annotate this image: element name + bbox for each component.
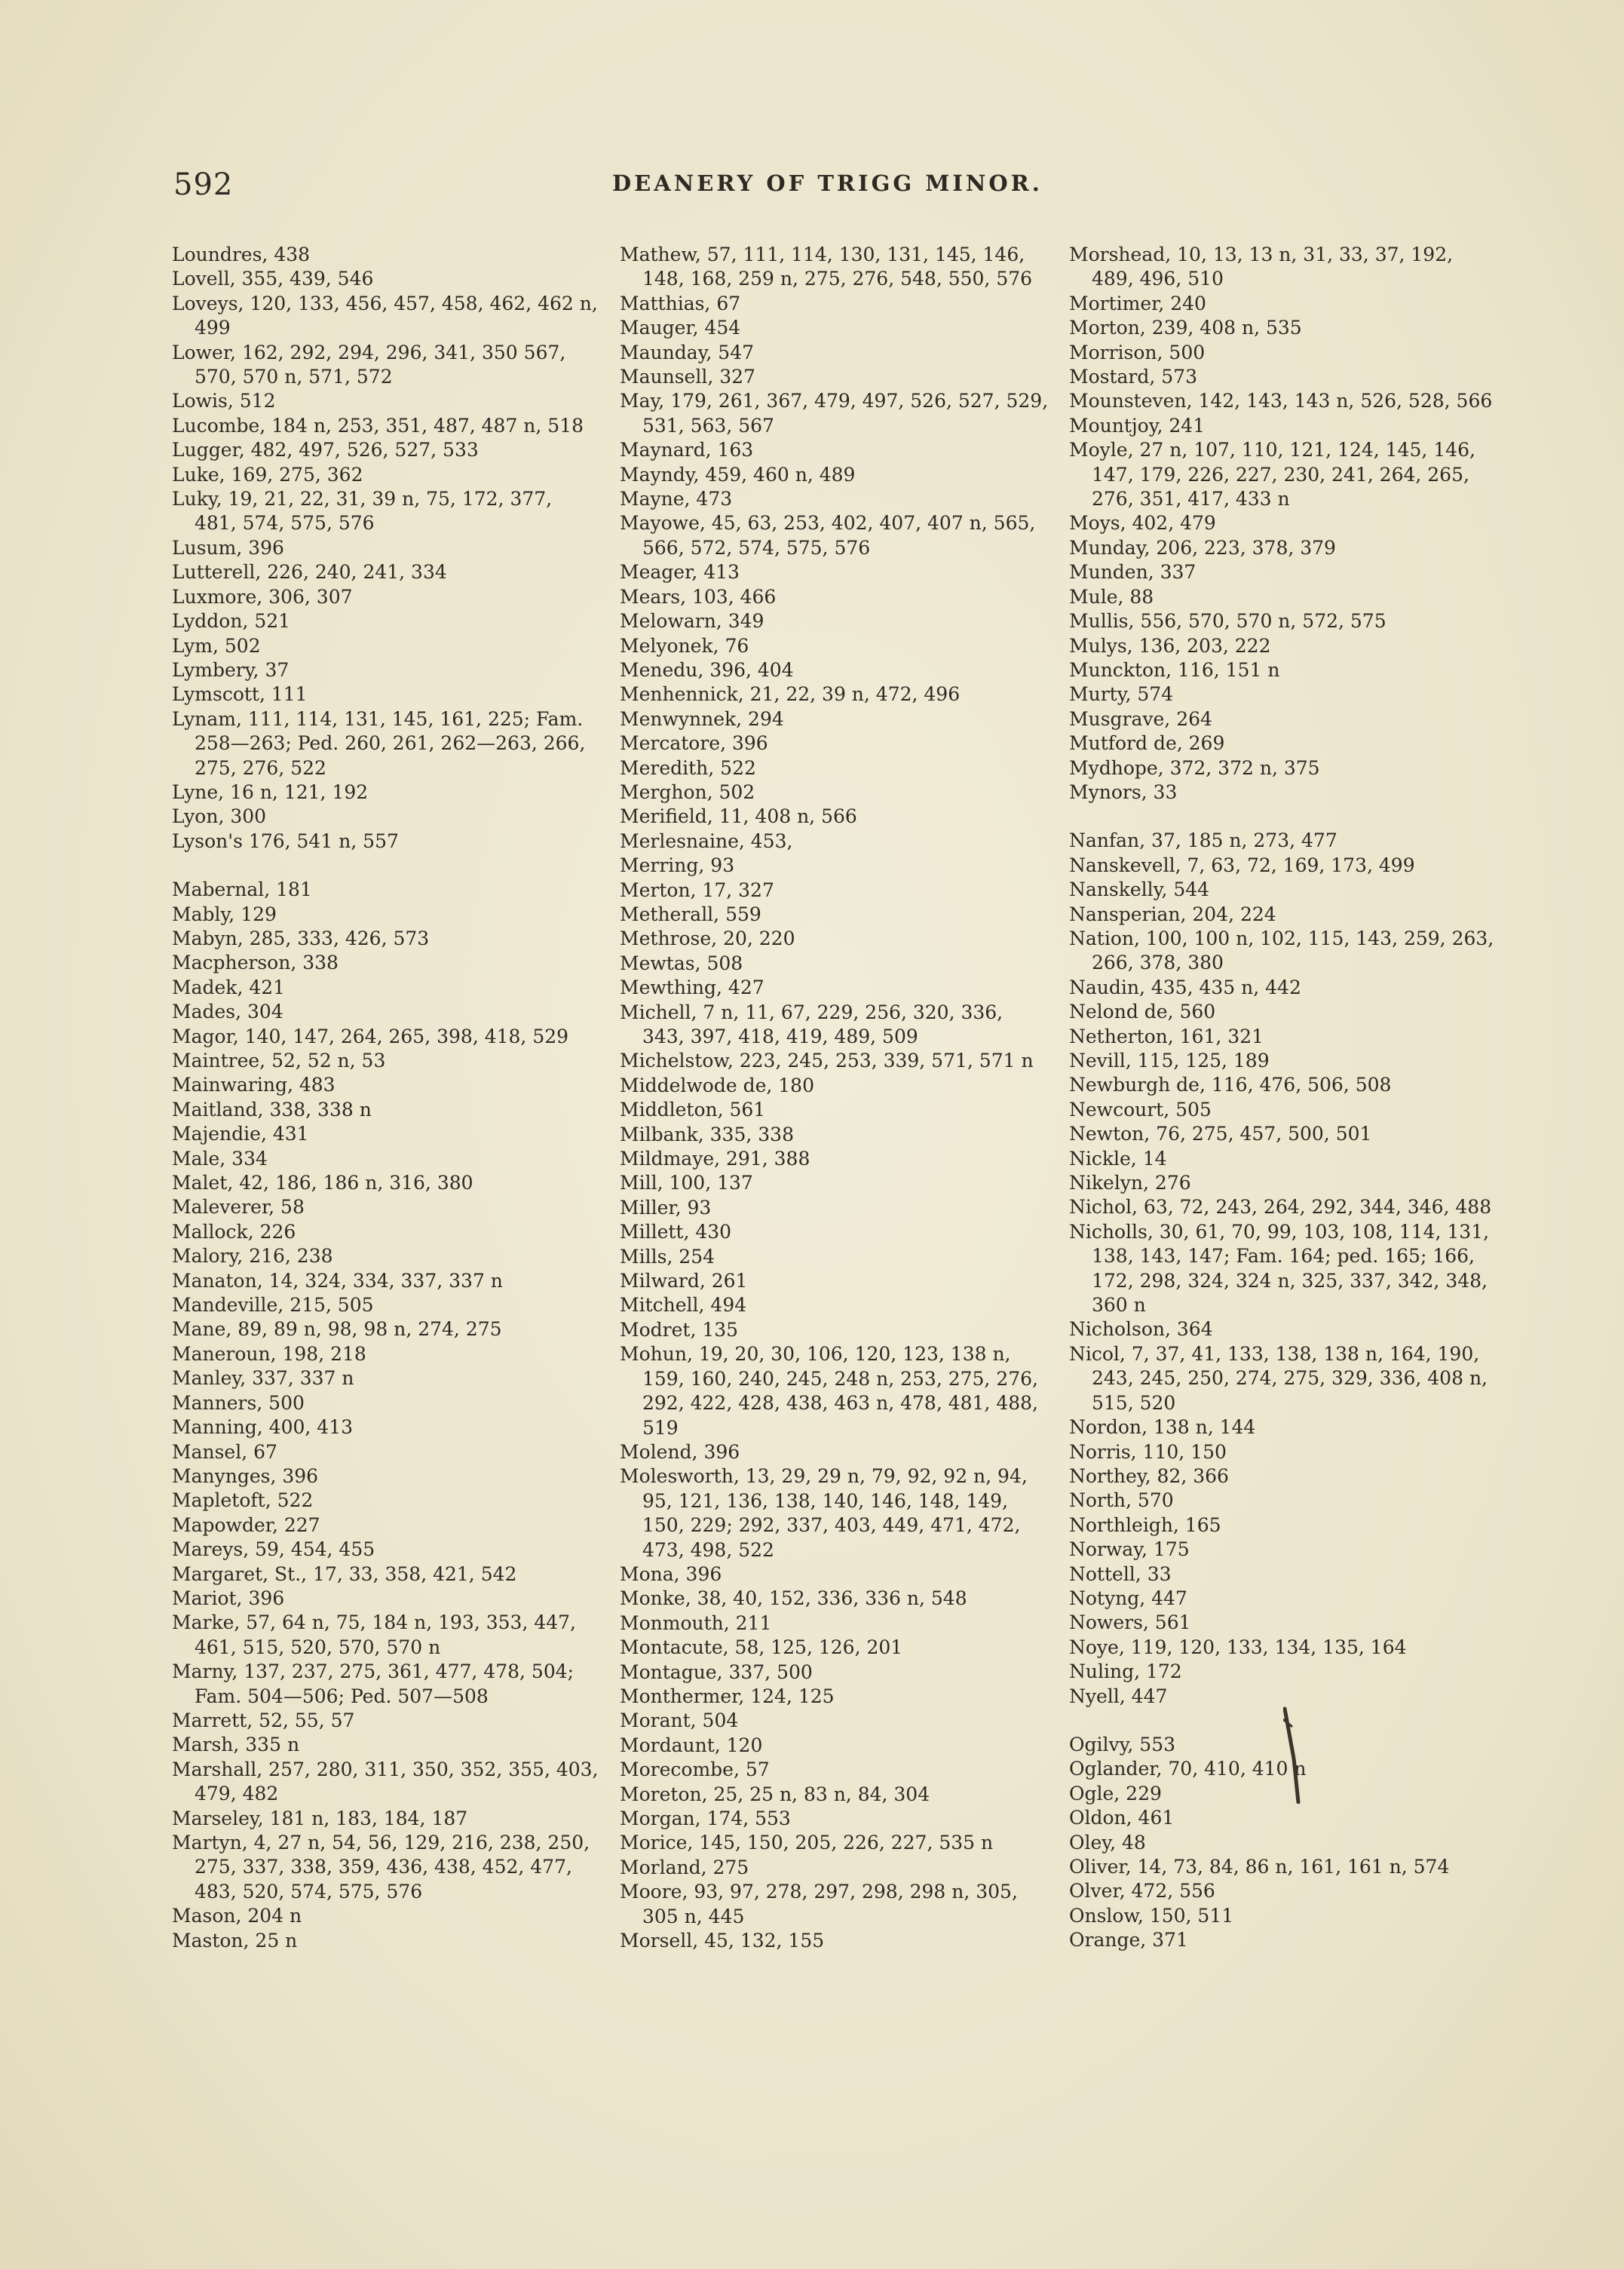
- index-entry: Mears, 103, 466: [620, 585, 777, 608]
- index-entry: Morton, 239, 408 n, 535: [1069, 317, 1302, 339]
- index-column-1: [172, 243, 599, 1953]
- index-entry: Moys, 402, 479: [1069, 512, 1216, 535]
- index-entry: Mynors, 33: [1069, 780, 1178, 803]
- index-entry: Morice, 145, 150, 205, 226, 227, 535 n: [620, 1832, 994, 1854]
- index-entry: Middelwode de, 180: [620, 1074, 814, 1096]
- index-entry: Mewthing, 427: [620, 977, 765, 999]
- index-entry: Mayowe, 45, 63, 253, 402, 407, 407 n, 565, 566, 572, 574, 575, 576: [620, 512, 1036, 559]
- index-entry: Montague, 337, 500: [620, 1660, 813, 1683]
- index-entry: Nowers, 561: [1069, 1611, 1191, 1634]
- index-entry: Norris, 110, 150: [1069, 1440, 1227, 1463]
- index-entry: Newcourt, 505: [1069, 1098, 1212, 1121]
- index-entry: Munday, 206, 223, 378, 379: [1069, 536, 1336, 559]
- index-entry: Lym, 502: [172, 634, 261, 657]
- index-entry: Marseley, 181 n, 183, 184, 187: [172, 1807, 468, 1829]
- index-entry: Musgrave, 264: [1069, 707, 1212, 730]
- index-entry: May, 179, 261, 367, 479, 497, 526, 527, 529, 531, 563, 567: [620, 390, 1049, 437]
- index-entry: Michell, 7 n, 11, 67, 229, 256, 320, 336, 343, 397, 418, 419, 489, 509: [620, 1001, 1004, 1047]
- index-entry: Northey, 82, 366: [1069, 1464, 1229, 1487]
- index-entry: Nicholls, 30, 61, 70, 99, 103, 108, 114, 131, 138, 143, 147; Fam. 164; ped. 165; 166, 172, 298, 324, 324 n, 325, 337, 342, 348, 360 n: [1069, 1220, 1490, 1317]
- index-entry: Morsell, 45, 132, 155: [620, 1930, 825, 1952]
- index-entry: Lugger, 482, 497, 526, 527, 533: [172, 439, 479, 461]
- index-entry: Magor, 140, 147, 264, 265, 398, 418, 529: [172, 1025, 569, 1047]
- index-entry: Mariot, 396: [172, 1587, 285, 1609]
- index-entry: Onslow, 150, 511: [1069, 1904, 1234, 1927]
- index-entry: Lymbery, 37: [172, 658, 290, 681]
- index-entry: Mably, 129: [172, 903, 277, 925]
- index-entry: Mullis, 556, 570, 570 n, 572, 575: [1069, 610, 1387, 633]
- index-entry: Newburgh de, 116, 476, 506, 508: [1069, 1074, 1392, 1096]
- index-entry: Mule, 88: [1069, 585, 1154, 608]
- index-entry: Mansel, 67: [172, 1440, 277, 1463]
- index-entry: Mewtas, 508: [620, 952, 743, 974]
- index-entry: Manynges, 396: [172, 1464, 319, 1487]
- index-entry: Mabyn, 285, 333, 426, 573: [172, 927, 430, 949]
- index-entry: Merghon, 502: [620, 780, 755, 803]
- index-entry: Merring, 93: [620, 854, 735, 877]
- index-entry: Maynard, 163: [620, 439, 754, 461]
- index-entry: Ogilvy, 553: [1069, 1733, 1176, 1755]
- index-entry: Lovell, 355, 439, 546: [172, 268, 374, 290]
- index-entry: Morecombe, 57: [620, 1758, 770, 1781]
- index-entry: Menhennick, 21, 22, 39 n, 472, 496: [620, 683, 961, 706]
- index-entry: Marny, 137, 237, 275, 361, 477, 478, 504; Fam. 504—506; Ped. 507—508: [172, 1660, 575, 1707]
- index-entry: Mounsteven, 142, 143, 143 n, 526, 528, 566: [1069, 390, 1493, 412]
- index-entry: Michelstow, 223, 245, 253, 339, 571, 571 n: [620, 1050, 1034, 1072]
- index-entry: Monthermer, 124, 125: [620, 1685, 835, 1707]
- index-entry: Lucombe, 184 n, 253, 351, 487, 487 n, 518: [172, 414, 584, 437]
- index-entry: Metherall, 559: [620, 903, 761, 925]
- index-entry: Majendie, 431: [172, 1123, 309, 1145]
- index-entry: Modret, 135: [620, 1318, 739, 1341]
- index-entry: Maintree, 52, 52 n, 53: [172, 1050, 386, 1072]
- index-entry: Merlesnaine, 453,: [620, 829, 793, 852]
- index-entry: Lyon, 300: [172, 805, 267, 828]
- index-entry: Marrett, 52, 55, 57: [172, 1709, 355, 1731]
- index-entry: Marsh, 335 n: [172, 1734, 300, 1756]
- index-entry: Monmouth, 211: [620, 1611, 772, 1634]
- index-entry: Northleigh, 165: [1069, 1513, 1221, 1536]
- index-entry: Mane, 89, 89 n, 98, 98 n, 274, 275: [172, 1318, 502, 1341]
- index-column-3: [1069, 243, 1499, 1953]
- index-entry: Mildmaye, 291, 388: [620, 1148, 810, 1170]
- index-entry: Macpherson, 338: [172, 952, 339, 974]
- index-entry: Maneroun, 198, 218: [172, 1342, 366, 1365]
- index-entry: Mareys, 59, 454, 455: [172, 1538, 375, 1561]
- index-entry: Lutterell, 226, 240, 241, 334: [172, 561, 447, 584]
- index-entry: Mainwaring, 483: [172, 1074, 336, 1096]
- index-entry: Montacute, 58, 125, 126, 201: [620, 1636, 903, 1659]
- index-entry: Middleton, 561: [620, 1099, 766, 1121]
- index-entry: Mostard, 573: [1069, 366, 1197, 388]
- index-entry: Morshead, 10, 13, 13 n, 31, 33, 37, 192, 489, 496, 510: [1069, 244, 1454, 290]
- index-entry: Lymscott, 111: [172, 683, 308, 706]
- index-entry: North, 570: [1069, 1489, 1174, 1512]
- running-head: DEANERY OF TRIGG MINOR.: [612, 170, 1043, 196]
- index-entry: Munckton, 116, 151 n: [1069, 658, 1280, 681]
- index-entry: Nikelyn, 276: [1069, 1172, 1191, 1194]
- index-entry: Nanskelly, 544: [1069, 878, 1210, 901]
- index-entry: Meager, 413: [620, 561, 740, 584]
- index-entry: Lusum, 396: [172, 536, 284, 559]
- index-entry: Merton, 17, 327: [620, 878, 774, 901]
- index-entry: Molesworth, 13, 29, 29 n, 79, 92, 92 n, 94, 95, 121, 136, 138, 140, 146, 148, 149, 150, 229; 292, 337, 403, 449, 471, 472, 473, 498, 522: [620, 1465, 1028, 1561]
- index-entry: Madek, 421: [172, 976, 286, 998]
- index-entry: Mitchell, 494: [620, 1294, 747, 1317]
- index-entry: Mohun, 19, 20, 30, 106, 120, 123, 138 n, 159, 160, 240, 245, 248 n, 253, 275, 276, 292, 422, 428, 438, 463 n, 478, 481, 488, 519: [620, 1343, 1038, 1439]
- index-entry: Manaton, 14, 324, 334, 337, 337 n: [172, 1269, 503, 1292]
- index-entry: Nottell, 33: [1069, 1562, 1172, 1585]
- index-entry: Morant, 504: [620, 1709, 739, 1732]
- index-entry: Morrison, 500: [1069, 341, 1206, 363]
- index-entry: Luky, 19, 21, 22, 31, 39 n, 75, 172, 377, 481, 574, 575, 576: [172, 488, 553, 535]
- index-entry: Mandeville, 215, 505: [172, 1294, 374, 1317]
- index-entry: Mayne, 473: [620, 488, 733, 511]
- index-entry: Oldon, 461: [1069, 1807, 1175, 1829]
- index-entry: Nation, 100, 100 n, 102, 115, 143, 259, 263, 266, 378, 380: [1069, 927, 1494, 974]
- index-entry: Mountjoy, 241: [1069, 414, 1206, 437]
- index-entry: Merifield, 11, 408 n, 566: [620, 805, 857, 828]
- index-entry: Male, 334: [172, 1147, 268, 1170]
- index-entry: Molend, 396: [620, 1440, 740, 1463]
- index-entry: Malet, 42, 186, 186 n, 316, 380: [172, 1172, 473, 1194]
- index-entry: Maunday, 547: [620, 341, 755, 363]
- index-column-2: [620, 243, 1049, 1953]
- index-entry: Nansperian, 204, 224: [1069, 903, 1276, 925]
- index-entry: Milbank, 335, 338: [620, 1123, 794, 1145]
- index-entry: Oglander, 70, 410, 410 n: [1069, 1758, 1307, 1780]
- index-entry: Olver, 472, 556: [1069, 1880, 1215, 1903]
- index-entry: Nickle, 14: [1069, 1147, 1167, 1170]
- index-entry: Melyonek, 76: [620, 634, 749, 657]
- index-entry: Nevill, 115, 125, 189: [1069, 1050, 1270, 1072]
- index-entry: Ogle, 229: [1069, 1782, 1162, 1804]
- index-entry: Moreton, 25, 25 n, 83 n, 84, 304: [620, 1783, 930, 1805]
- index-entry: Mallock, 226: [172, 1220, 296, 1243]
- index-entry: Loundres, 438: [172, 244, 311, 265]
- index-entry: Mapletoft, 522: [172, 1489, 314, 1512]
- index-entry: Naudin, 435, 435 n, 442: [1069, 976, 1301, 998]
- index-entry: Mortimer, 240: [1069, 292, 1206, 314]
- index-entry: Mapowder, 227: [172, 1513, 320, 1536]
- index-entry: Lower, 162, 292, 294, 296, 341, 350 567, 570, 570 n, 571, 572: [172, 341, 566, 388]
- section-gap: [172, 854, 599, 878]
- index-entry: Mydhope, 372, 372 n, 375: [1069, 756, 1320, 779]
- index-entry: Nyell, 447: [1069, 1685, 1168, 1707]
- index-entry: Mill, 100, 137: [620, 1172, 753, 1194]
- index-entry: Morland, 275: [620, 1856, 749, 1878]
- index-entry: Menedu, 396, 404: [620, 658, 794, 681]
- index-entry: Mabernal, 181: [172, 878, 312, 901]
- index-entry: Manners, 500: [172, 1391, 305, 1414]
- index-entry: Oliver, 14, 73, 84, 86 n, 161, 161 n, 574: [1069, 1856, 1450, 1878]
- index-entry: Margaret, St., 17, 33, 358, 421, 542: [172, 1562, 517, 1585]
- index-entry: Mercatore, 396: [620, 732, 768, 755]
- index-entry: Nelond de, 560: [1069, 1001, 1216, 1023]
- index-entry: Nanskevell, 7, 63, 72, 169, 173, 499: [1069, 854, 1415, 876]
- index-entry: Maston, 25 n: [172, 1929, 298, 1952]
- index-entry: Lynam, 111, 114, 131, 145, 161, 225; Fam. 258—263; Ped. 260, 261, 262—263, 266, 275, 276, 522: [172, 707, 586, 779]
- index-entry: Millett, 430: [620, 1221, 732, 1243]
- index-entry: Nichol, 63, 72, 243, 264, 292, 344, 346, 488: [1069, 1196, 1492, 1219]
- index-entry: Marke, 57, 64 n, 75, 184 n, 193, 353, 447, 461, 515, 520, 570, 570 n: [172, 1611, 576, 1658]
- index-entry: Mathew, 57, 111, 114, 130, 131, 145, 146, 148, 168, 259 n, 275, 276, 548, 550, 576: [620, 244, 1033, 290]
- page-header: [173, 167, 1485, 205]
- index-entry: Nicholson, 364: [1069, 1318, 1213, 1341]
- index-entry: Netherton, 161, 321: [1069, 1025, 1264, 1047]
- index-entry: Luke, 169, 275, 362: [172, 463, 363, 486]
- index-entry: Methrose, 20, 220: [620, 928, 795, 950]
- index-entry: Munden, 337: [1069, 561, 1197, 584]
- page-number: 592: [173, 167, 234, 202]
- index-entry: Meredith, 522: [620, 756, 756, 779]
- index-entry: Mades, 304: [172, 1001, 283, 1023]
- index-entry: Miller, 93: [620, 1196, 712, 1219]
- section-gap: [1069, 805, 1499, 829]
- index-entry: Milward, 261: [620, 1270, 748, 1292]
- index-entry: Lowis, 512: [172, 390, 276, 412]
- index-entry: Orange, 371: [1069, 1929, 1188, 1952]
- index-entry: Lyne, 16 n, 121, 192: [172, 780, 369, 803]
- index-entry: Matthias, 67: [620, 292, 741, 314]
- index-entry: Marshall, 257, 280, 311, 350, 352, 355, 403, 479, 482: [172, 1758, 599, 1805]
- index-entry: Lyddon, 521: [172, 610, 291, 633]
- index-entry: Mulys, 136, 203, 222: [1069, 634, 1271, 657]
- index-entry: Norway, 175: [1069, 1538, 1190, 1561]
- index-entry: Lyson's 176, 541 n, 557: [172, 829, 399, 852]
- index-entry: Nanfan, 37, 185 n, 273, 477: [1069, 829, 1338, 852]
- index-entry: Oley, 48: [1069, 1831, 1146, 1854]
- index-entry: Malory, 216, 238: [172, 1245, 333, 1268]
- index-entry: Mauger, 454: [620, 317, 741, 339]
- index-entry: Nicol, 7, 37, 41, 133, 138, 138 n, 164, 190, 243, 245, 250, 274, 275, 329, 336, 408 n, 515, 520: [1069, 1342, 1488, 1414]
- index-entry: Mona, 396: [620, 1562, 722, 1585]
- index-entry: Moore, 93, 97, 278, 297, 298, 298 n, 305, 305 n, 445: [620, 1881, 1018, 1927]
- index-entry: Notyng, 447: [1069, 1587, 1187, 1609]
- index-entry: Mason, 204 n: [172, 1905, 302, 1927]
- index-entry: Moyle, 27 n, 107, 110, 121, 124, 145, 146, 147, 179, 226, 227, 230, 241, 264, 265, 276, 351, 417, 433 n: [1069, 439, 1475, 511]
- index-entry: Menwynnek, 294: [620, 707, 784, 730]
- index-entry: Loveys, 120, 133, 456, 457, 458, 462, 462 n, 499: [172, 292, 598, 339]
- index-entry: Mutford de, 269: [1069, 732, 1225, 755]
- index-entry: Mills, 254: [620, 1245, 715, 1268]
- index-entry: Mayndy, 459, 460 n, 489: [620, 463, 856, 486]
- index-entry: Monke, 38, 40, 152, 336, 336 n, 548: [620, 1587, 967, 1610]
- pencil-tick-mark: [1283, 1706, 1301, 1804]
- index-entry: Manley, 337, 337 n: [172, 1367, 354, 1390]
- index-entry: Noye, 119, 120, 133, 134, 135, 164: [1069, 1636, 1407, 1658]
- index-entry: Maunsell, 327: [620, 366, 755, 388]
- index-entry: Newton, 76, 275, 457, 500, 501: [1069, 1123, 1372, 1145]
- index-entry: Morgan, 174, 553: [620, 1808, 791, 1829]
- index-entry: Mordaunt, 120: [620, 1734, 763, 1756]
- index-entry: Nuling, 172: [1069, 1660, 1182, 1683]
- index-entry: Maleverer, 58: [172, 1196, 305, 1219]
- index-entry: Nordon, 138 n, 144: [1069, 1416, 1256, 1439]
- index-entry: Murty, 574: [1069, 683, 1174, 706]
- index-entry: Melowarn, 349: [620, 610, 765, 633]
- index-entry: Luxmore, 306, 307: [172, 585, 353, 608]
- index-entry: Manning, 400, 413: [172, 1416, 354, 1439]
- index-entry: Martyn, 4, 27 n, 54, 56, 129, 216, 238, 250, 275, 337, 338, 359, 436, 438, 452, 477, 483, 520, 574, 575, 576: [172, 1832, 590, 1903]
- index-entry: Maitland, 338, 338 n: [172, 1098, 372, 1121]
